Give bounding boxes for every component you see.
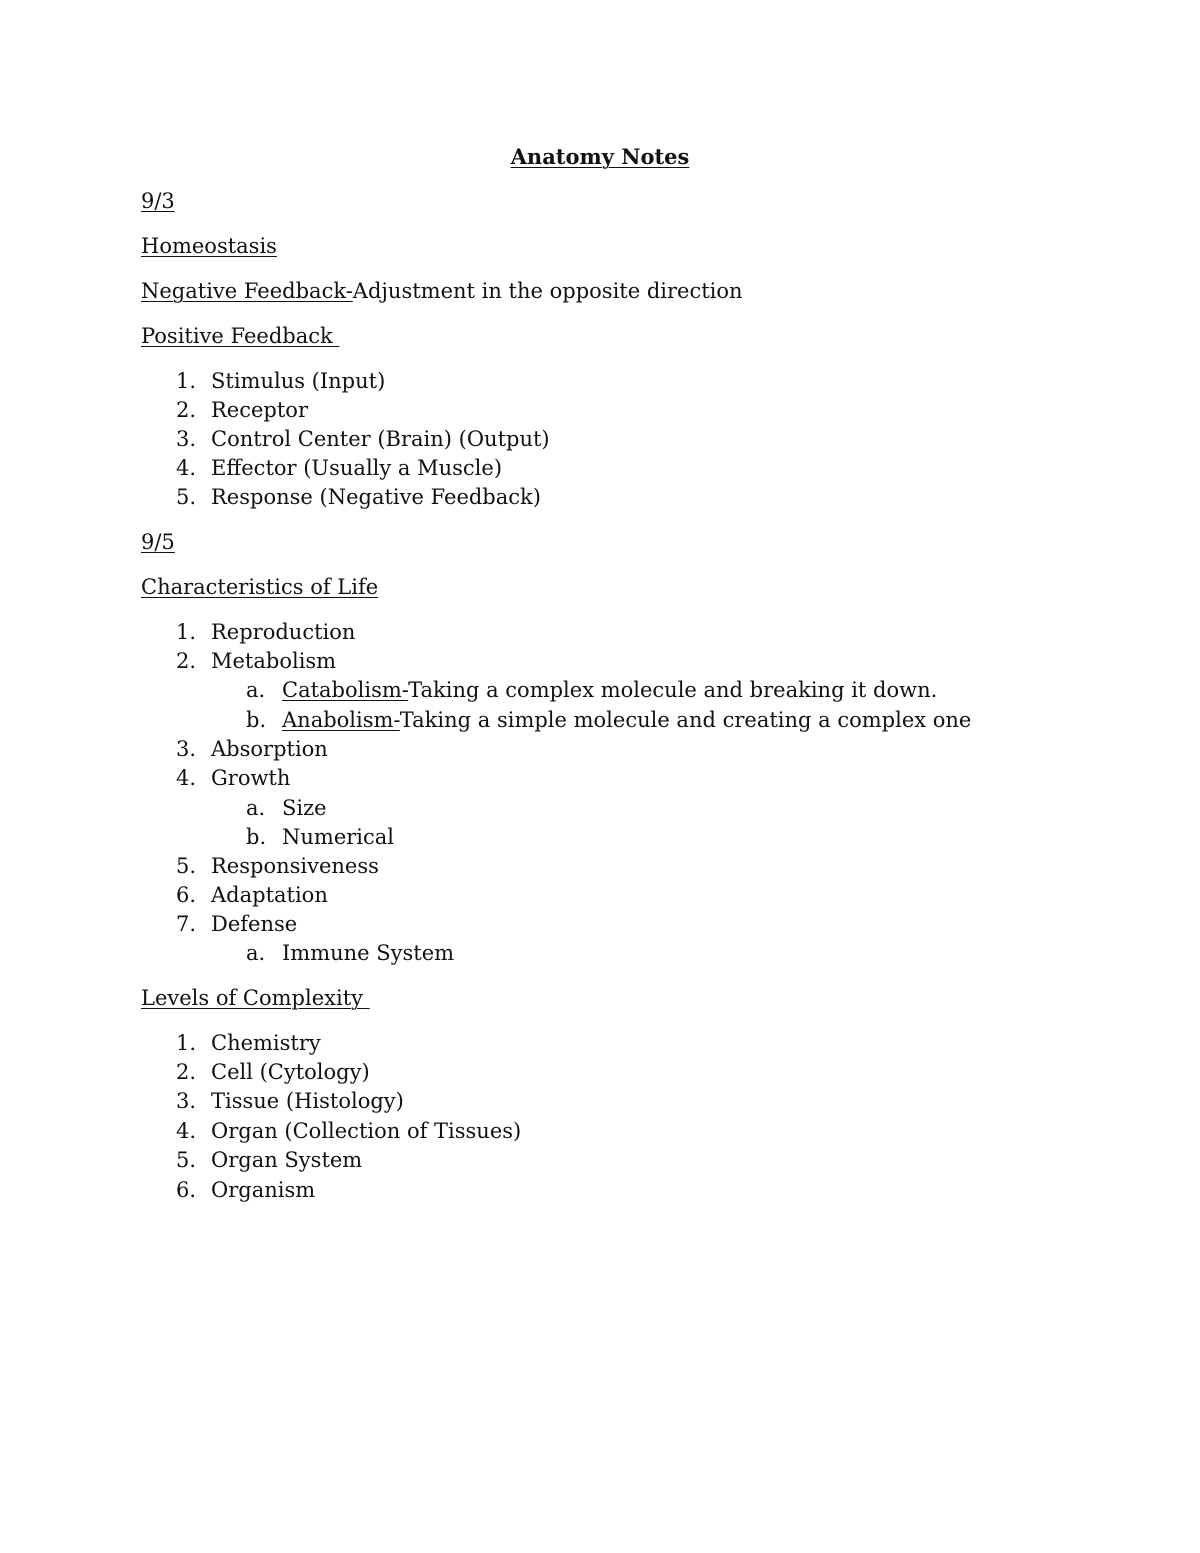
date-heading-9-3: 9/3 — [141, 189, 175, 213]
list-number: 1. — [176, 369, 197, 393]
list-number: 5. — [176, 1148, 197, 1172]
list-number: 2. — [176, 398, 197, 422]
sub-list-letter: b. — [246, 708, 267, 732]
list-number: 1. — [176, 620, 197, 644]
catabolism-term: Catabolism- — [282, 678, 409, 702]
negative-feedback-term: Negative Feedback- — [141, 279, 353, 303]
list-number: 5. — [176, 485, 197, 509]
date-heading-9-5: 9/5 — [141, 530, 175, 554]
list-number: 6. — [176, 1178, 197, 1202]
list-number: 3. — [176, 427, 197, 451]
sub-list-text: Size — [282, 796, 327, 820]
list-number: 4. — [176, 1119, 197, 1143]
list-number: 4. — [176, 766, 197, 790]
list-number: 1. — [176, 1031, 197, 1055]
list-text: Growth — [211, 766, 291, 790]
sub-list-text: Numerical — [282, 825, 394, 849]
list-text: Absorption — [211, 737, 328, 761]
list-text: Metabolism — [211, 649, 337, 673]
list-number: 2. — [176, 1060, 197, 1084]
list-text: Receptor — [211, 398, 308, 422]
list-number: 7. — [176, 912, 197, 936]
list-text: Chemistry — [211, 1031, 321, 1055]
list-number: 4. — [176, 456, 197, 480]
list-text: Organism — [211, 1178, 316, 1202]
heading-homeostasis: Homeostasis — [141, 234, 277, 258]
list-text: Organ (Collection of Tissues) — [211, 1119, 522, 1143]
list-text: Reproduction — [211, 620, 356, 644]
heading-levels-of-complexity: Levels of Complexity — [141, 986, 370, 1010]
sub-list-letter: b. — [246, 825, 267, 849]
list-number: 5. — [176, 854, 197, 878]
sub-list-letter: a. — [246, 796, 266, 820]
list-text: Control Center (Brain) (Output) — [211, 427, 550, 451]
negative-feedback-line — [141, 277, 743, 305]
negative-feedback-desc: Adjustment in the opposite direction — [352, 279, 743, 303]
list-text: Stimulus (Input) — [211, 369, 386, 393]
list-number: 3. — [176, 1089, 197, 1113]
list-number: 3. — [176, 737, 197, 761]
sub-list-letter: a. — [246, 678, 266, 702]
catabolism-desc: Taking a complex molecule and breaking it down. — [408, 678, 938, 702]
sub-list-letter: a. — [246, 941, 266, 965]
list-text: Response (Negative Feedback) — [211, 485, 541, 509]
list-number: 6. — [176, 883, 197, 907]
page-title: Anatomy Notes — [510, 144, 690, 169]
heading-positive-feedback: Positive Feedback — [141, 324, 340, 348]
list-text: Effector (Usually a Muscle) — [211, 456, 503, 480]
list-text: Responsiveness — [211, 854, 379, 878]
list-number: 2. — [176, 649, 197, 673]
list-text: Adaptation — [211, 883, 328, 907]
list-text: Defense — [211, 912, 298, 936]
anabolism-term: Anabolism- — [282, 708, 400, 732]
anabolism-desc: Taking a simple molecule and creating a complex one — [399, 708, 972, 732]
heading-characteristics-of-life: Characteristics of Life — [141, 575, 379, 599]
sub-list-text: Immune System — [282, 941, 455, 965]
list-text: Tissue (Histology) — [211, 1089, 404, 1113]
list-text: Organ System — [211, 1148, 363, 1172]
list-text: Cell (Cytology) — [211, 1060, 370, 1084]
